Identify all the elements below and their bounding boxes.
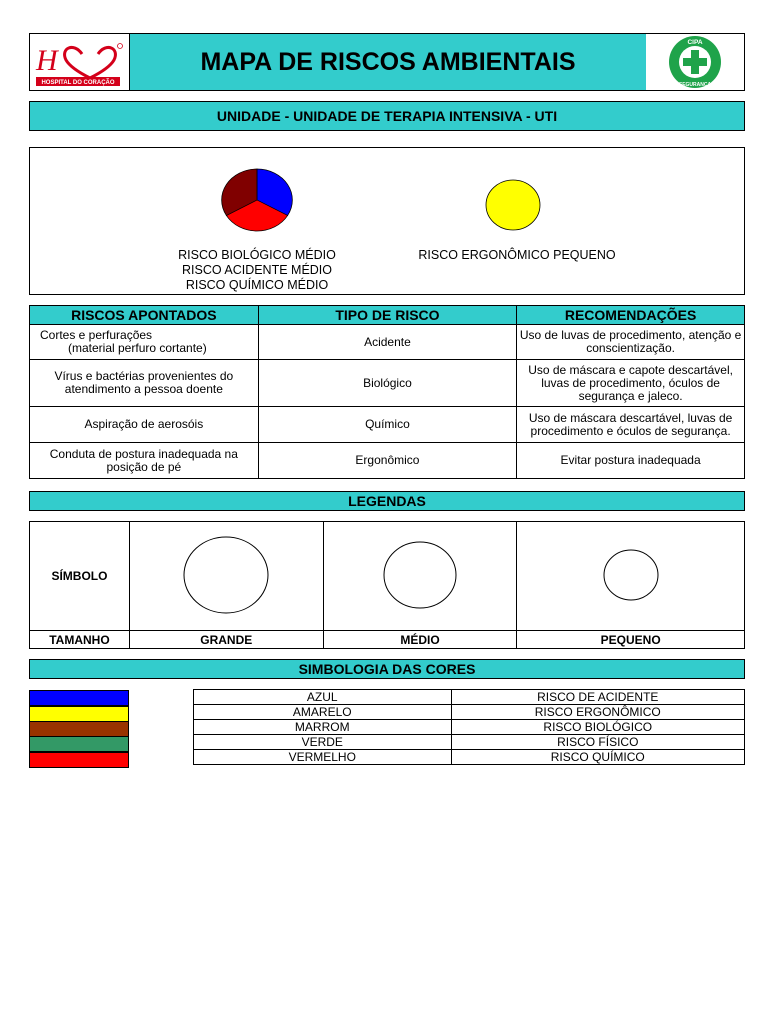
mixed-risk-pie [219,168,295,232]
map-left-labels [166,248,348,293]
table-row [30,360,745,407]
page-title: MAPA DE RISCOS AMBIENTAIS [129,33,647,91]
rec-cell: Uso de luvas de procedimento, atenção e conscientização. [517,325,745,360]
swatch-amarelo [29,706,129,722]
risk-line: Conduta de postura inadequada na [49,446,238,461]
risks-header-row [30,306,745,325]
risk-cell [30,325,259,360]
swatch-verde [29,736,129,752]
color-risk: RISCO BIOLÓGICO [451,720,744,735]
color-name: MARROM [194,720,452,735]
large-circle-icon [181,534,271,616]
cipa-badge [646,33,745,91]
table-row [194,720,745,735]
small-circle-icon [601,548,661,602]
col-header-tipo: TIPO DE RISCO [258,306,517,325]
color-name: VERMELHO [194,750,452,765]
rec-cell: Evitar postura inadequada [517,443,745,479]
risk-line: posição de pé [106,459,182,474]
hospital-logo-mark [30,34,130,92]
svg-text:H: H [36,44,58,77]
map-label-ergonomico: RISCO ERGONÔMICO PEQUENO [418,248,616,262]
color-risk: RISCO FÍSICO [451,735,744,750]
legend-symbol-row [30,522,745,631]
map-label-biologico: RISCO BIOLÓGICO MÉDIO [178,248,336,262]
size-grande: GRANDE [129,631,323,649]
col-header-riscos: RISCOS APONTADOS [30,306,259,325]
legend-size-row [30,631,745,649]
size-medio: MÉDIO [323,631,517,649]
risk-cell [30,360,259,407]
size-label: TAMANHO [30,631,130,649]
risk-line: Vírus e bactérias provenientes do [54,369,234,383]
color-risk: RISCO DE ACIDENTE [451,690,744,705]
legend-table [29,521,745,649]
risks-table [29,305,745,479]
cipa-badge-bottom: SEGURANÇA [678,82,712,88]
color-risk: RISCO QUÍMICO [451,750,744,765]
cipa-cross-icon [665,35,725,89]
type-cell: Biológico [258,360,517,407]
logo-text: HOSPITAL DO CORAÇÃO [41,80,115,86]
unit-title: UNIDADE - UNIDADE DE TERAPIA INTENSIVA - UTI [29,101,745,131]
table-row [194,690,745,705]
color-symbology-title: SIMBOLOGIA DAS CORES [29,659,745,679]
table-row [30,443,745,479]
cipa-badge-top: CIPA [687,39,703,46]
symbol-label: SÍMBOLO [30,522,130,631]
symbol-medium-cell [323,522,517,631]
symbol-small-cell [517,522,745,631]
table-row [30,325,745,360]
swatch-azul [29,690,129,706]
type-cell: Ergonômico [258,443,517,479]
risk-line: Aspiração de aerosóis [84,417,204,431]
color-name: AMARELO [194,705,452,720]
hospital-logo [29,33,129,91]
risk-map [29,147,745,295]
size-pequeno: PEQUENO [517,631,745,649]
color-name: VERDE [194,735,452,750]
type-cell: Químico [258,407,517,443]
swatch-vermelho [29,752,129,768]
legend-title: LEGENDAS [29,491,745,511]
type-cell: Acidente [258,325,517,360]
risk-cell [30,407,259,443]
table-row [194,705,745,720]
risk-line: Cortes e perfurações [40,328,153,342]
map-label-acidente: RISCO ACIDENTE MÉDIO [181,263,333,277]
color-table [193,689,745,765]
ergonomic-risk-circle [484,178,542,232]
medium-circle-icon [380,539,460,611]
symbol-large-cell [129,522,323,631]
risk-cell [30,443,259,479]
col-header-recomendacoes: RECOMENDAÇÕES [517,306,745,325]
color-risk: RISCO ERGONÔMICO [451,705,744,720]
table-row [30,407,745,443]
table-row [194,735,745,750]
risk-line: (material perfuro cortante) [68,341,207,355]
table-row [194,750,745,765]
rec-cell: Uso de máscara descartável, luvas de procedimento e óculos de segurança. [517,407,745,443]
swatch-marrom [29,721,129,737]
color-name: AZUL [194,690,452,705]
map-label-quimico: RISCO QUÍMICO MÉDIO [185,278,329,292]
risk-line: atendimento a pessoa doente [64,382,223,396]
rec-cell: Uso de máscara e capote descartável, luvas de procedimento, óculos de segurança e jaleco. [517,360,745,407]
